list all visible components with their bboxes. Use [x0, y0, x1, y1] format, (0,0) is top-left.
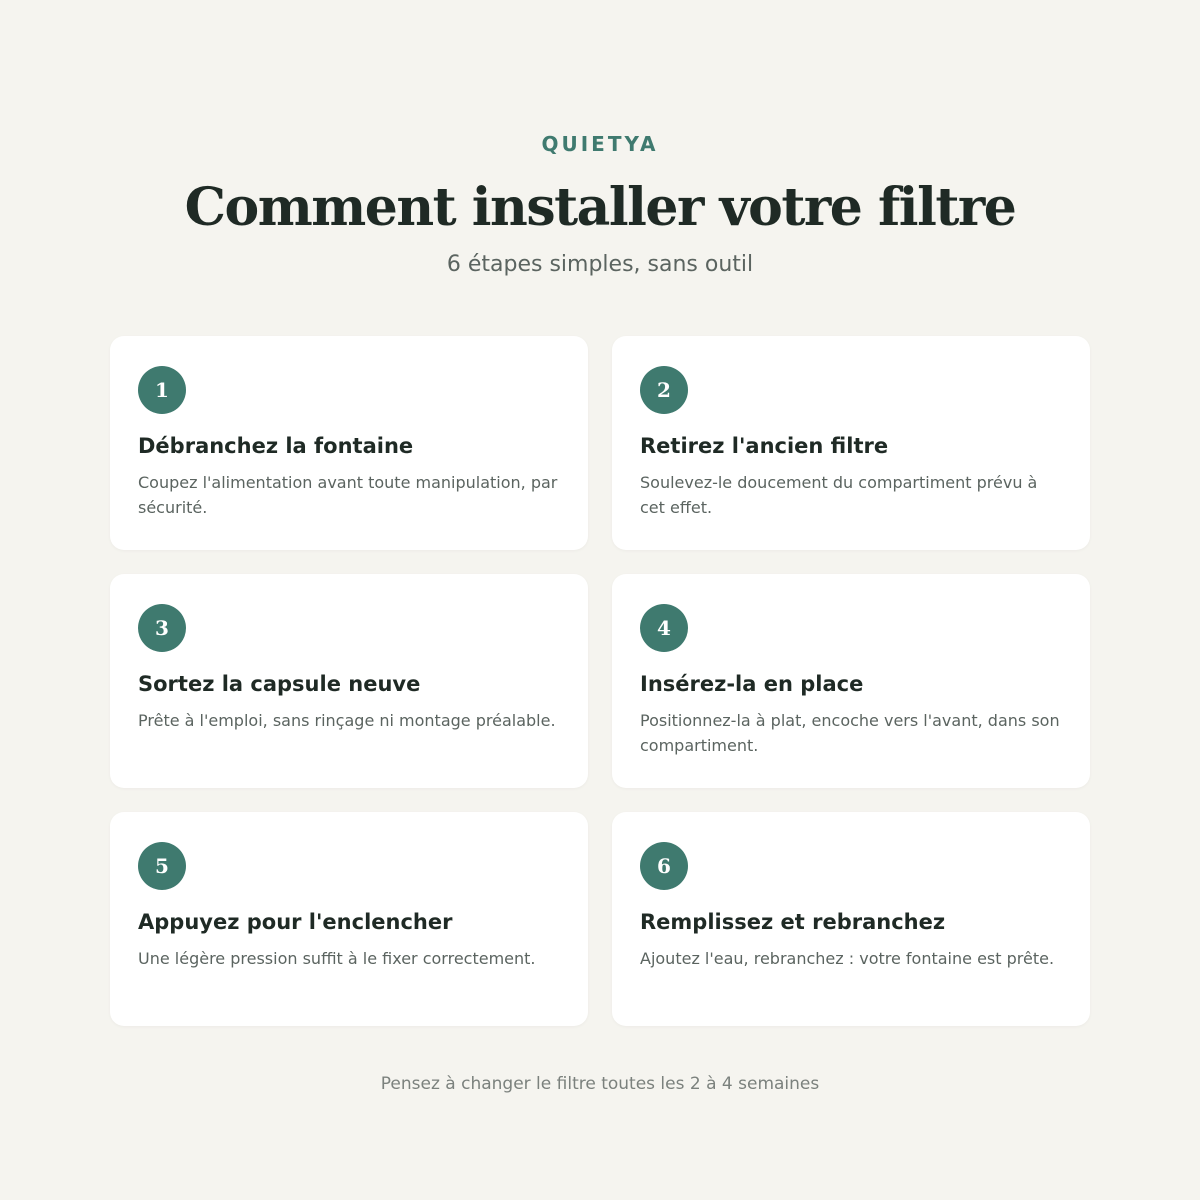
step-title: Insérez-la en place [640, 672, 864, 696]
page-subtitle: 6 étapes simples, sans outil [446, 252, 754, 277]
step-title: Appuyez pour l'enclencher [138, 910, 453, 934]
step-number-badge: 1 [138, 366, 186, 414]
page-title: Comment installer votre filtre [184, 177, 1016, 238]
step-description: Ajoutez l'eau, rebranchez : votre fontaine est prête. [640, 949, 1055, 968]
brand-name: QUIETYA [541, 132, 659, 156]
step-number-badge: 3 [138, 604, 186, 652]
step-description: Prête à l'emploi, sans rinçage ni montage préalable. [138, 711, 556, 730]
step-title: Débranchez la fontaine [138, 434, 414, 458]
step-description: Soulevez-le doucement du compartiment prévu à cet effet. [640, 473, 1038, 517]
step-number-badge: 5 [138, 842, 186, 890]
step-card-3 [110, 574, 588, 788]
step-number-badge: 6 [640, 842, 688, 890]
step-card-4 [612, 574, 1090, 788]
step-title: Remplissez et rebranchez [640, 910, 946, 934]
step-description: Coupez l'alimentation avant toute manipulation, par sécurité. [138, 473, 558, 517]
step-card-5 [110, 812, 588, 1026]
step-title: Sortez la capsule neuve [138, 672, 421, 696]
step-card-6 [612, 812, 1090, 1026]
step-number-badge: 2 [640, 366, 688, 414]
step-description: Positionnez-la à plat, encoche vers l'avant, dans son compartiment. [640, 711, 1060, 755]
steps-grid [110, 336, 1090, 1026]
step-card-1 [110, 336, 588, 550]
step-card-2 [612, 336, 1090, 550]
step-number-badge: 4 [640, 604, 688, 652]
footer-note: Pensez à changer le filtre toutes les 2 à 4 semaines [380, 1074, 820, 1094]
step-title: Retirez l'ancien filtre [640, 434, 889, 458]
step-description: Une légère pression suffit à le fixer correctement. [138, 949, 536, 968]
